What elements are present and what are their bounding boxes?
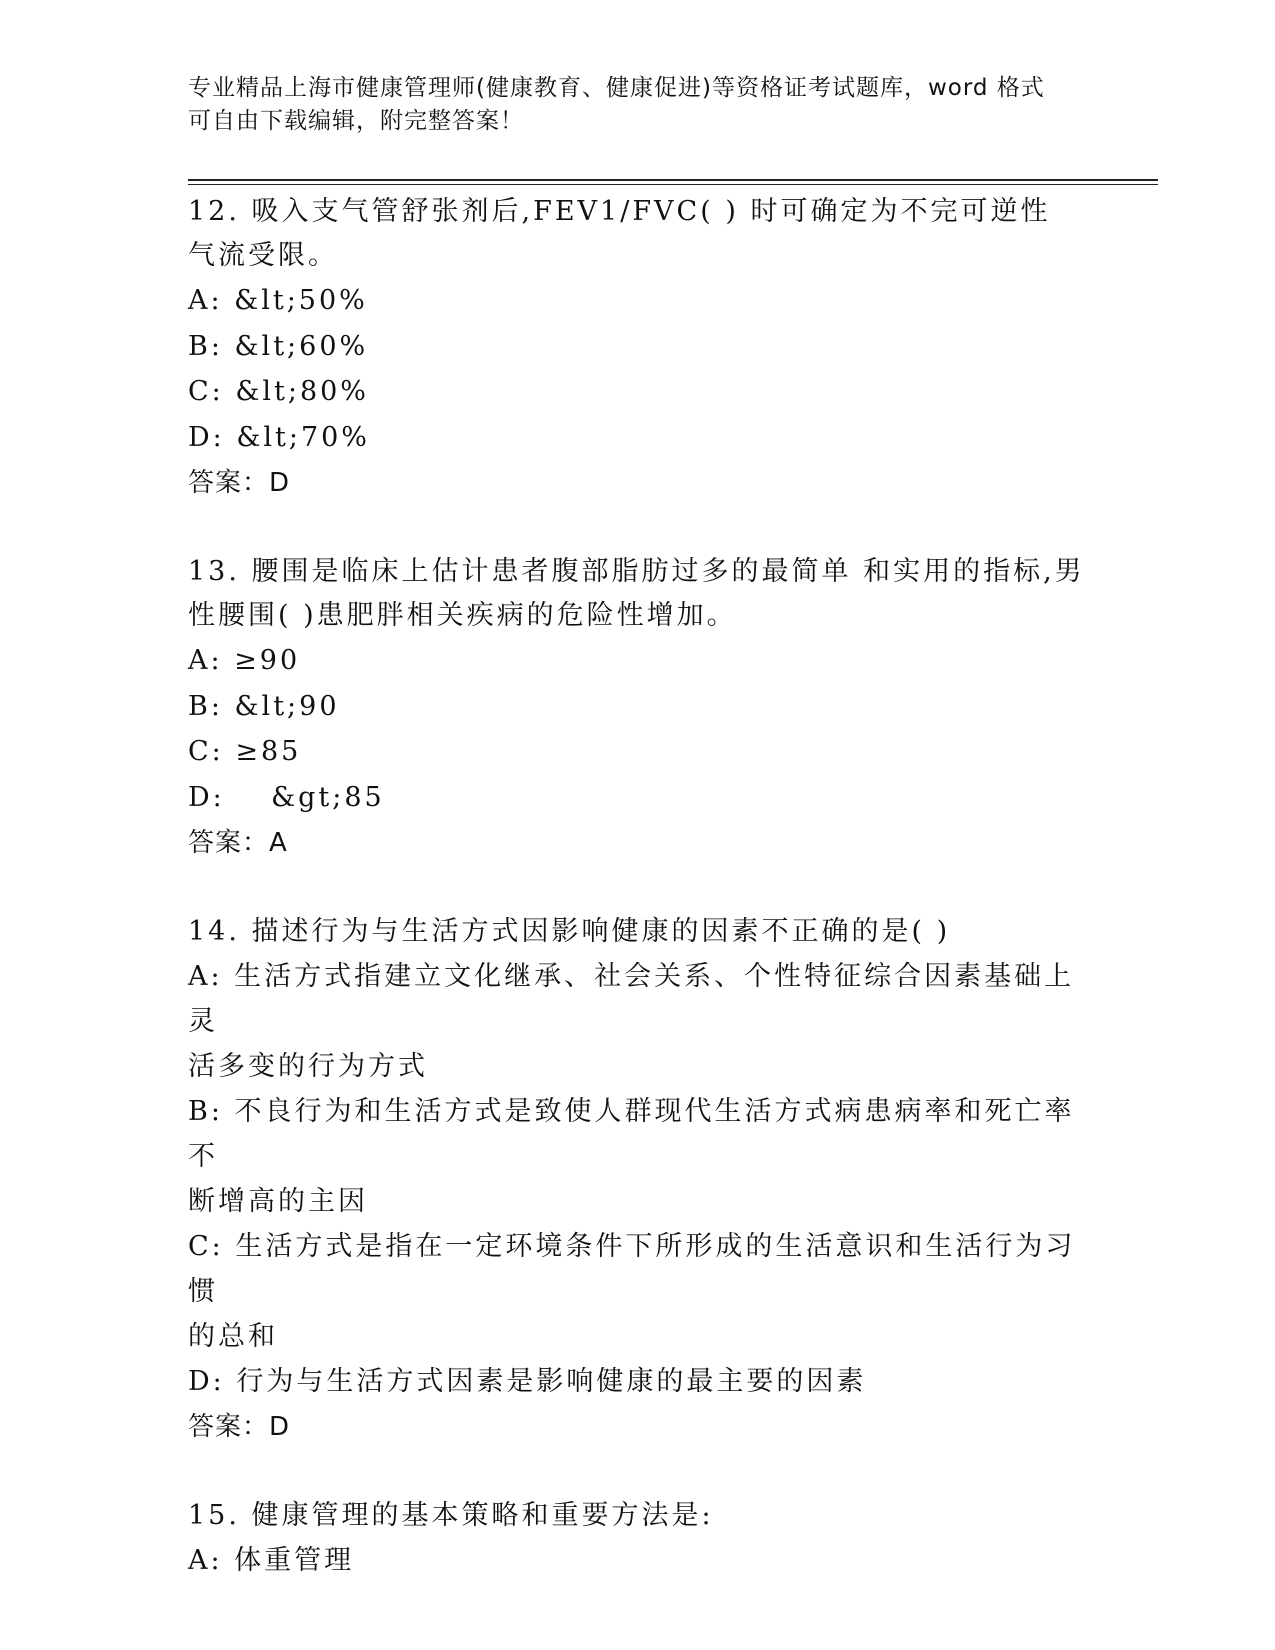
option-d: D: &lt;70% bbox=[188, 421, 370, 453]
option-b: B: &lt;90 bbox=[188, 690, 340, 722]
question-15 bbox=[188, 1494, 1088, 1584]
header-line-2: 可自由下载编辑，附完整答案！ bbox=[188, 108, 524, 134]
option-a-cont: 活多变的行为方式 bbox=[188, 1051, 428, 1082]
option-b: B: &lt;60% bbox=[188, 330, 369, 362]
header-divider bbox=[188, 179, 1158, 181]
document-header bbox=[188, 72, 1088, 138]
question-12 bbox=[188, 190, 1088, 506]
question-stem: 12. 吸入支气管舒张剂后,FEV1/FVC( ) 时可确定为不完可逆性 bbox=[188, 196, 1051, 227]
option-d: D: &gt;85 bbox=[188, 781, 385, 813]
question-list bbox=[188, 190, 1088, 1628]
option-c: C: &lt;80% bbox=[188, 376, 369, 407]
question-stem: 14. 描述行为与生活方式因影响健康的因素不正确的是( ) bbox=[188, 916, 951, 947]
question-stem: 13. 腰围是临床上估计患者腹部脂肪过多的最简单 和实用的指标,男 bbox=[188, 556, 1085, 587]
question-stem: 15. 健康管理的基本策略和重要方法是: bbox=[188, 1500, 714, 1531]
option-c-cont: 的总和 bbox=[188, 1321, 278, 1352]
question-14 bbox=[188, 910, 1088, 1450]
option-a: A: 体重管理 bbox=[188, 1545, 355, 1576]
answer: 答案：D bbox=[188, 468, 291, 498]
option-c: C: 生活方式是指在一定环境条件下所形成的生活意识和生活行为习惯 bbox=[188, 1231, 1076, 1307]
header-divider-thin bbox=[188, 184, 1158, 185]
question-stem-cont: 气流受限。 bbox=[188, 240, 338, 271]
option-c: C: ≥85 bbox=[188, 736, 302, 767]
question-stem-cont: 性腰围( )患肥胖相关疾病的危险性增加。 bbox=[188, 600, 737, 631]
question-13 bbox=[188, 550, 1088, 866]
option-a: A: 生活方式指建立文化继承、社会关系、个性特征综合因素基础上灵 bbox=[188, 961, 1075, 1037]
option-a: A: ≥90 bbox=[188, 645, 301, 676]
answer: 答案：D bbox=[188, 1412, 291, 1442]
option-a: A: &lt;50% bbox=[188, 285, 368, 316]
option-b: B: 不良行为和生活方式是致使人群现代生活方式病患病率和死亡率不 bbox=[188, 1096, 1075, 1172]
header-line-1: 专业精品上海市健康管理师(健康教育、健康促进)等资格证考试题库，word 格式 bbox=[188, 75, 1045, 101]
option-d: D: 行为与生活方式因素是影响健康的最主要的因素 bbox=[188, 1366, 867, 1397]
answer: 答案：A bbox=[188, 828, 288, 858]
option-b-cont: 断增高的主因 bbox=[188, 1186, 368, 1217]
